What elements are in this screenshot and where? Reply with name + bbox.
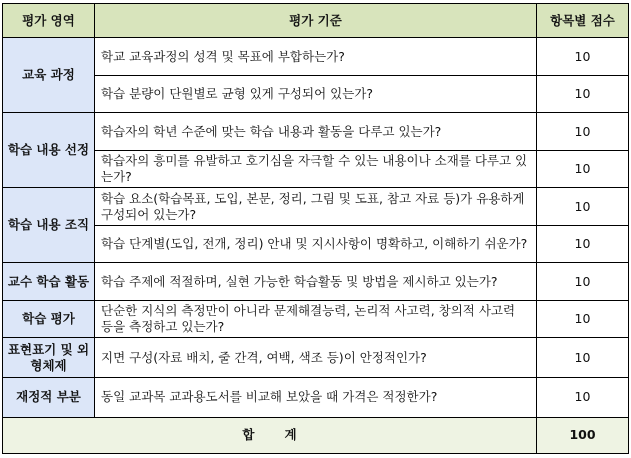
table-row bbox=[3, 113, 629, 151]
criteria-cell: 학습 단계별(도입, 전개, 정리) 안내 및 지시사항이 명확하고, 이해하기 쉬운가? bbox=[95, 225, 537, 263]
score-cell: 10 bbox=[537, 38, 629, 76]
score-cell: 10 bbox=[537, 338, 629, 378]
header-score: 항목별 점수 bbox=[537, 4, 629, 38]
area-cell: 교수 학습 활동 bbox=[3, 263, 95, 301]
evaluation-table bbox=[2, 3, 629, 454]
criteria-cell: 동일 교과목 교과용도서를 비교해 보았을 때 가격은 적정한가? bbox=[95, 377, 537, 417]
area-cell: 학습 평가 bbox=[3, 300, 95, 338]
score-cell: 10 bbox=[537, 300, 629, 338]
header-criteria: 평가 기준 bbox=[95, 4, 537, 38]
total-row bbox=[3, 417, 629, 453]
table-row bbox=[3, 188, 629, 226]
table-row bbox=[3, 75, 629, 113]
area-cell: 학습 내용 선정 bbox=[3, 113, 95, 188]
criteria-cell: 학습자의 학년 수준에 맞는 학습 내용과 활동을 다루고 있는가? bbox=[95, 113, 537, 151]
table-row bbox=[3, 263, 629, 301]
area-cell: 교육 과정 bbox=[3, 38, 95, 113]
total-score-cell: 100 bbox=[537, 417, 629, 453]
criteria-cell: 학습 요소(학습목표, 도입, 본문, 정리, 그림 및 도표, 참고 자료 등)가 유용하게 구성되어 있는가? bbox=[95, 188, 537, 226]
score-cell: 10 bbox=[537, 188, 629, 226]
table-row bbox=[3, 300, 629, 338]
header-row bbox=[3, 4, 629, 38]
table-row bbox=[3, 150, 629, 188]
table-row bbox=[3, 377, 629, 417]
area-cell: 학습 내용 조직 bbox=[3, 188, 95, 263]
score-cell: 10 bbox=[537, 225, 629, 263]
score-cell: 10 bbox=[537, 263, 629, 301]
criteria-cell: 학습자의 흥미를 유발하고 호기심을 자극할 수 있는 내용이나 소재를 다루고 있는가? bbox=[95, 150, 537, 188]
table-row bbox=[3, 338, 629, 378]
total-label: 합계 bbox=[242, 427, 327, 443]
criteria-cell: 지면 구성(자료 배치, 줄 간격, 여백, 색조 등)이 안정적인가? bbox=[95, 338, 537, 378]
area-cell: 재정적 부분 bbox=[3, 377, 95, 417]
criteria-cell: 학교 교육과정의 성격 및 목표에 부합하는가? bbox=[95, 38, 537, 76]
score-cell: 10 bbox=[537, 377, 629, 417]
criteria-cell: 단순한 지식의 측정만이 아니라 문제해결능력, 논리적 사고력, 창의적 사고력 등을 측정하고 있는가? bbox=[95, 300, 537, 338]
table-row bbox=[3, 225, 629, 263]
score-cell: 10 bbox=[537, 150, 629, 188]
criteria-cell: 학습 주제에 적절하며, 실현 가능한 학습활동 및 방법을 제시하고 있는가? bbox=[95, 263, 537, 301]
score-cell: 10 bbox=[537, 75, 629, 113]
table-row bbox=[3, 38, 629, 76]
total-label-cell bbox=[3, 417, 537, 453]
score-cell: 10 bbox=[537, 113, 629, 151]
header-area: 평가 영역 bbox=[3, 4, 95, 38]
area-cell: 표현표기 및 외형체제 bbox=[3, 338, 95, 378]
criteria-cell: 학습 분량이 단원별로 균형 있게 구성되어 있는가? bbox=[95, 75, 537, 113]
